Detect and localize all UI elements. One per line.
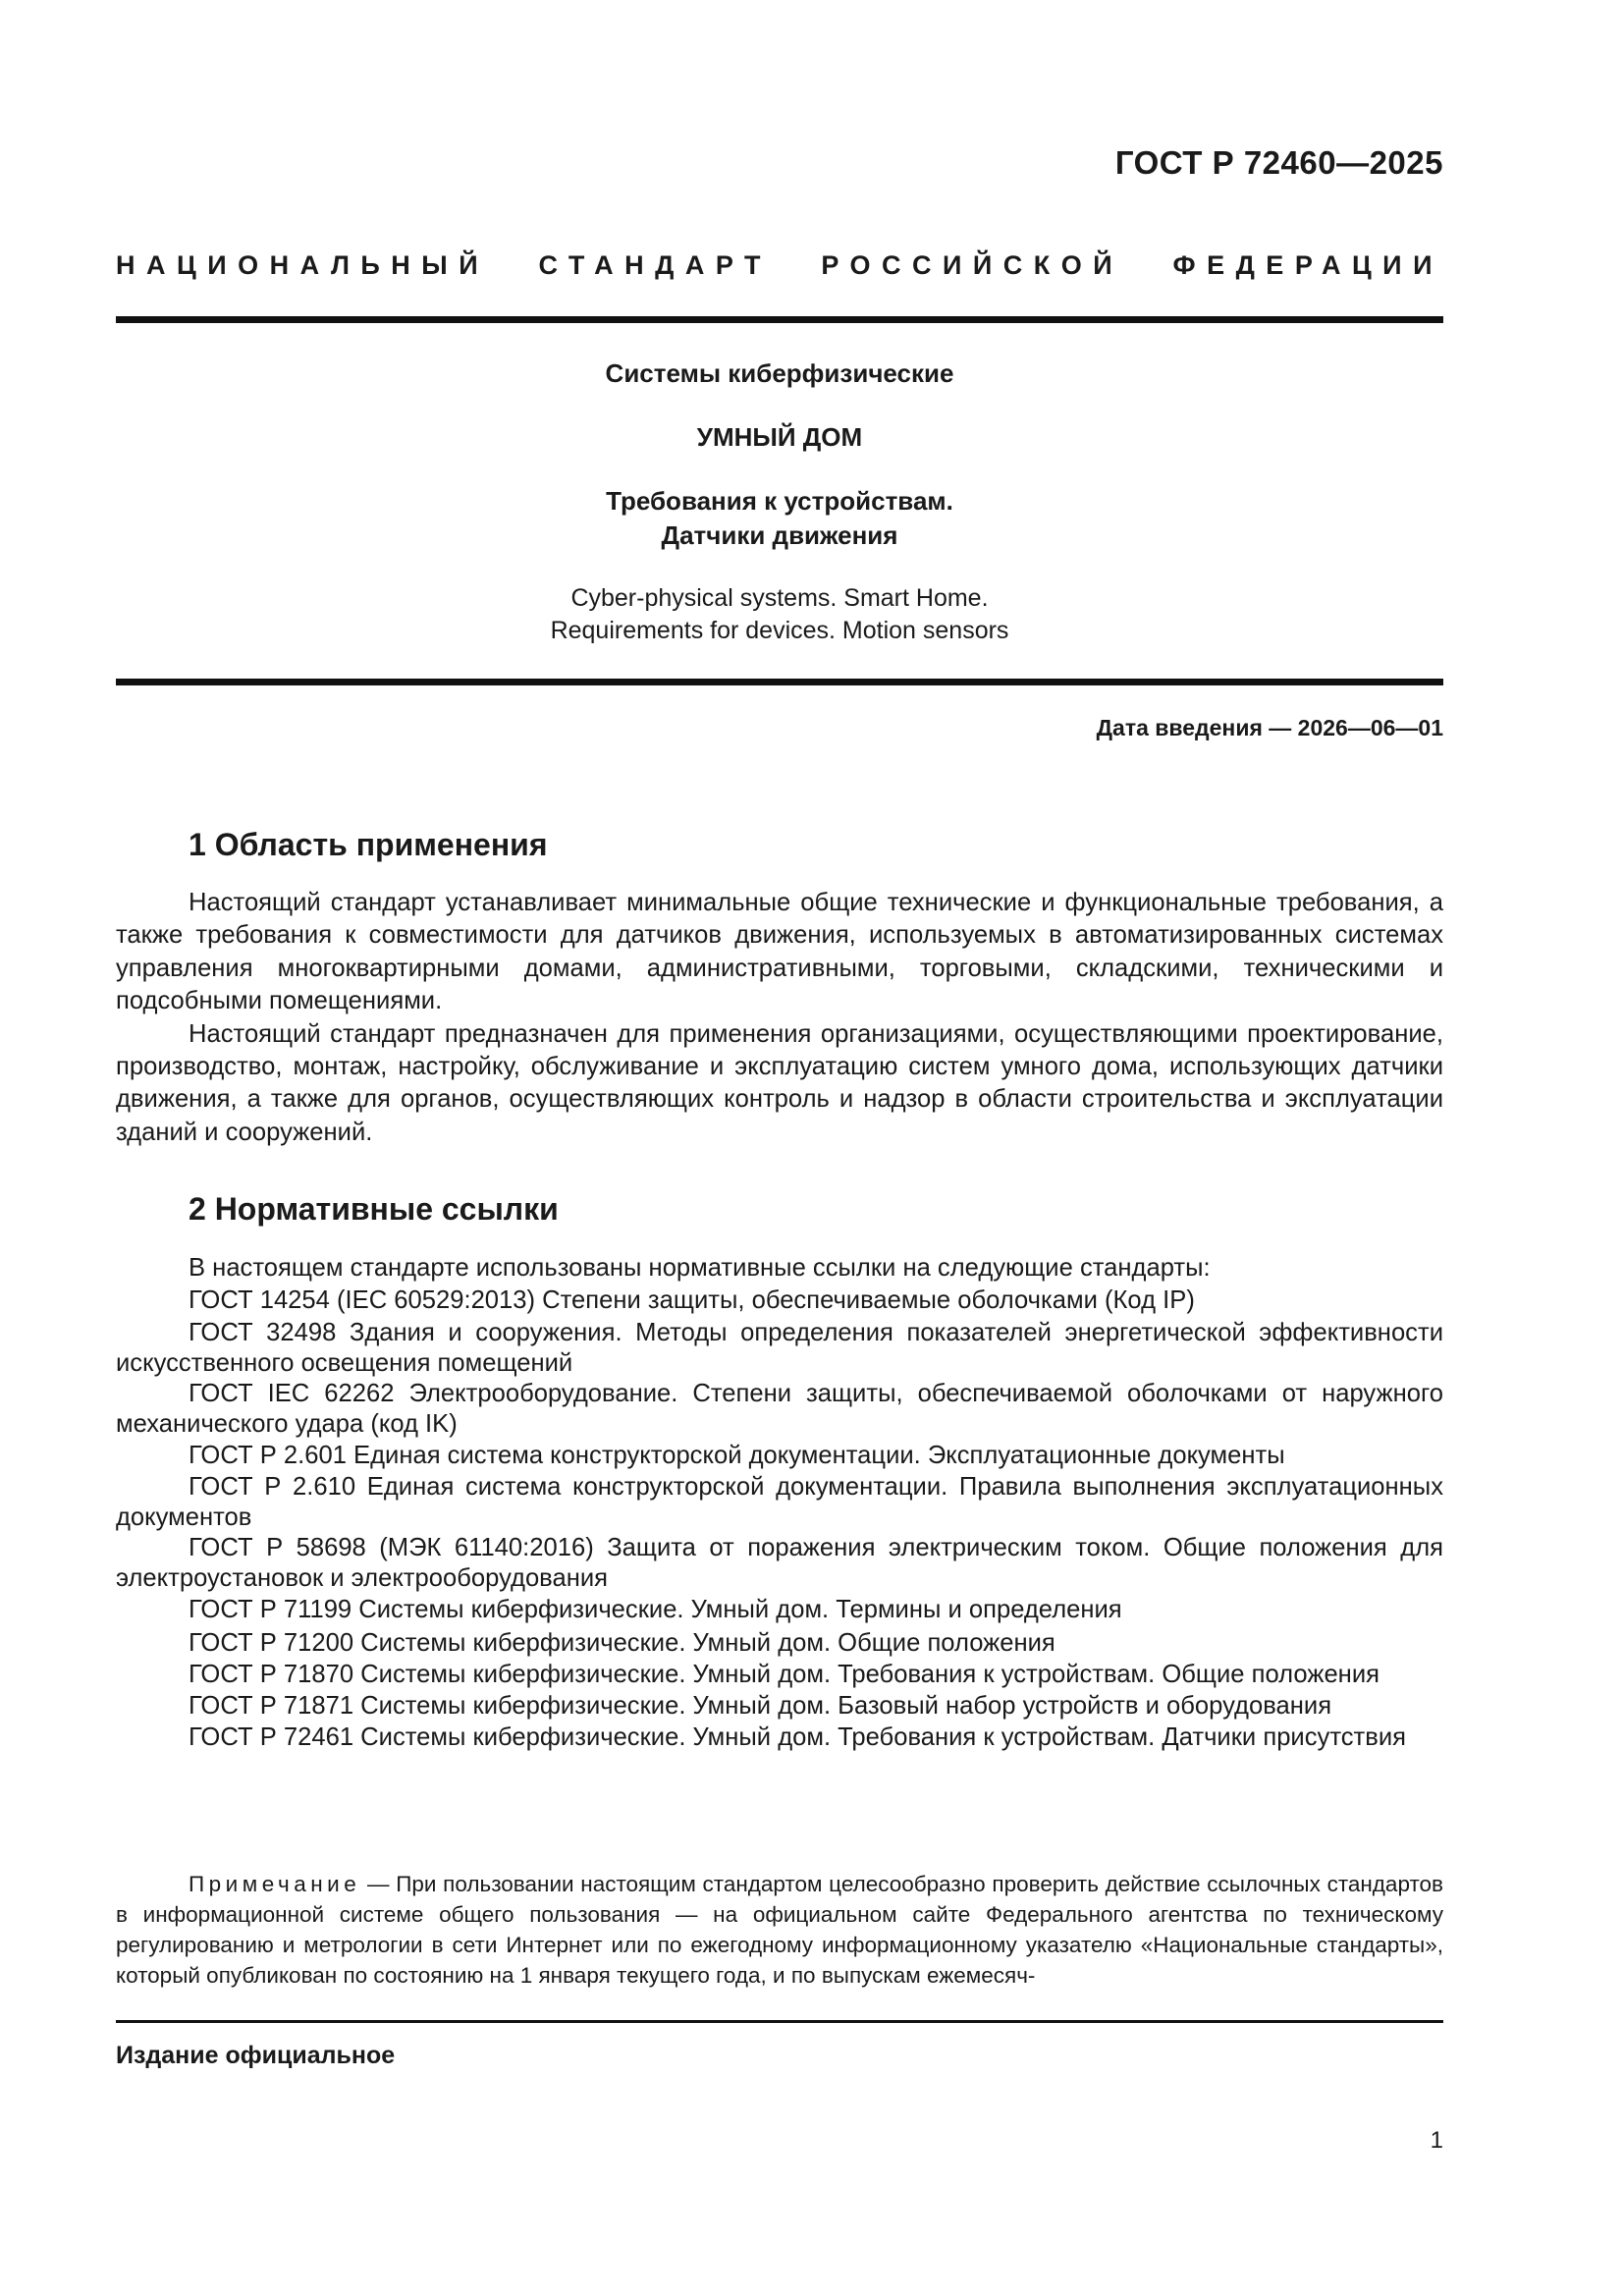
document-code: ГОСТ Р 72460—2025 [1114, 144, 1443, 181]
national-standard-title [116, 250, 1443, 281]
title-rule [116, 679, 1443, 685]
reference-item: ГОСТ 14254 (IEC 60529:2013) Степени защиты, обеспечиваемые оболочками (Код IP) [189, 1286, 1195, 1315]
reference-item: ГОСТ Р 72461 Системы киберфизические. Умный дом. Требования к устройствам. Датчики присутствия [189, 1723, 1407, 1752]
note-label: Примечание [189, 1872, 361, 1896]
reference-item: ГОСТ Р 2.601 Единая система конструкторской документации. Эксплуатационные документы [189, 1441, 1285, 1469]
title-en-line-2: Requirements for devices. Motion sensors [550, 617, 1009, 644]
reference-item: ГОСТ Р 71199 Системы киберфизические. Умный дом. Термины и определения [189, 1596, 1122, 1624]
page-number: 1 [1430, 2127, 1443, 2154]
header-rule [116, 316, 1443, 323]
national-standard-text: НАЦИОНАЛЬНЫЙ СТАНДАРТ РОССИЙСКОЙ ФЕДЕРАЦИИ [116, 250, 1443, 280]
title-en-line-1: Cyber-physical systems. Smart Home. [570, 584, 989, 612]
note-text: — При пользовании настоящим стандартом целесообразно проверить действие ссылочных стандартов в информационной системе общего пользования — на официальном сайте Федерального агентства по техническому регулированию и метрологии в сети Интернет или по ежегодному информационному указателю «Национальные стандарты», который опубликован по состоянию на 1 января текущего года, и по выпускам ежемесяч- [116, 1872, 1443, 1988]
reference-item: ГОСТ Р 71871 Системы киберфизические. Умный дом. Базовый набор устройств и оборудования [189, 1692, 1332, 1721]
reference-item: ГОСТ Р 58698 (МЭК 61140:2016) Защита от поражения электрическим током. Общие положения для электроустановок и электрооборудования [116, 1534, 1443, 1593]
section-2-body [116, 1252, 1443, 1753]
reference-item: ГОСТ Р 71200 Системы киберфизические. Умный дом. Общие положения [189, 1628, 1055, 1657]
section-1-paragraph: Настоящий стандарт предназначен для применения организациями, осуществляющими проектирование, производство, монтаж, настройку, обслуживание и эксплуатацию систем умного дома, использующих датчики движения, а также для органов, осуществляющих контроль и надзор в области строительства и эксплуатации зданий и сооружений. [116, 1019, 1443, 1146]
section-1-body [116, 887, 1443, 1149]
title-line-3: Требования к устройствам. [606, 486, 953, 516]
reference-item: ГОСТ Р 2.610 Единая система конструкторской документации. Правила выполнения эксплуатационных документов [116, 1473, 1443, 1532]
references-note [116, 1869, 1443, 1991]
section-1-heading: 1 Область применения [189, 827, 548, 862]
references-intro: В настоящем стандарте использованы нормативные ссылки на следующие стандарты: [189, 1254, 1211, 1282]
official-edition-label: Издание официальное [116, 2042, 396, 2069]
section-2-heading: 2 Нормативные ссылки [189, 1191, 559, 1227]
introduction-date: Дата введения — 2026—06—01 [1096, 715, 1443, 740]
title-line-2: УМНЫЙ ДОМ [696, 422, 863, 452]
reference-item: ГОСТ Р 71870 Системы киберфизические. Умный дом. Требования к устройствам. Общие положения [189, 1661, 1380, 1689]
reference-item: ГОСТ IEC 62262 Электрооборудование. Степени защиты, обеспечиваемой оболочками от наружного механического удара (код IK) [116, 1379, 1443, 1438]
title-line-1: Системы киберфизические [605, 358, 954, 388]
section-1-paragraph: Настоящий стандарт устанавливает минимальные общие технические и функциональные требования, а также требования к совместимости для датчиков движения, используемых в автоматизированных системах управления многоквартирными домами, административными, торговыми, складскими, техническими и подсобными помещениями. [116, 889, 1443, 1015]
reference-item: ГОСТ 32498 Здания и сооружения. Методы определения показателей энергетической эффективности искусственного освещения помещений [116, 1318, 1443, 1377]
footer-rule [116, 2020, 1443, 2023]
title-line-4: Датчики движения [661, 520, 898, 550]
